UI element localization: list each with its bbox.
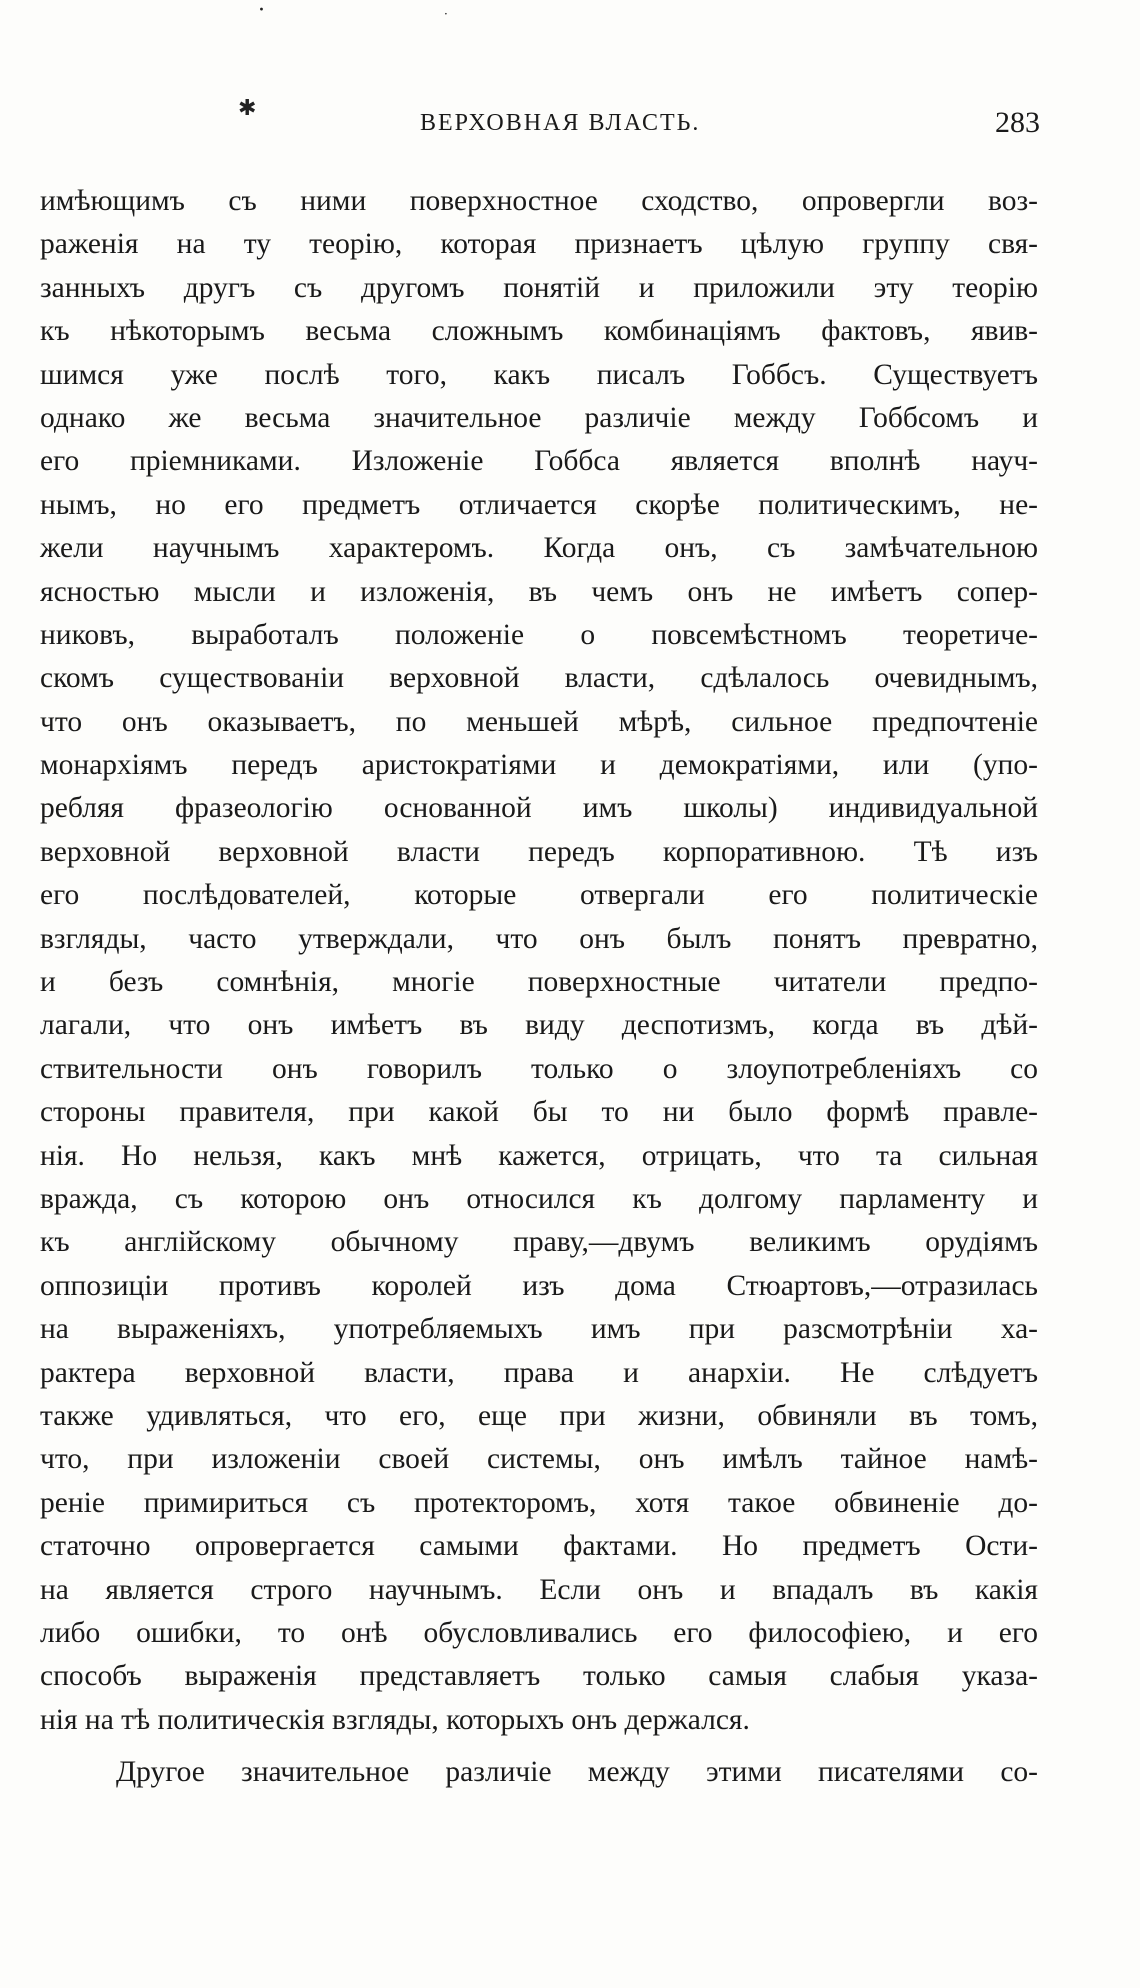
text-line: къ нѣкоторымъ весьма сложнымъ комбинаціямъ фактовъ, явив-: [40, 315, 1038, 348]
text-line: нія. Но нельзя, какъ мнѣ кажется, отрицать, что та сильная: [40, 1139, 1038, 1172]
text-line: лагали, что онъ имѣетъ въ виду деспотизмъ, когда въ дѣй-: [40, 1009, 1038, 1042]
text-line: стороны правителя, при какой бы то ни было формѣ правле-: [40, 1096, 1038, 1129]
text-line: рактера верховной власти, права и анархіи. Не слѣдуетъ: [40, 1356, 1038, 1389]
text-line: шимся уже послѣ того, какъ писалъ Гоббсъ. Существуетъ: [40, 358, 1038, 391]
text-line: никовъ, выработалъ положеніе о повсемѣстномъ теоретиче-: [40, 618, 1038, 651]
text-line: его послѣдователей, которые отвергали его политическіе: [40, 879, 1038, 912]
text-line: на выраженіяхъ, употребляемыхъ имъ при разсмотрѣніи ха-: [40, 1313, 1038, 1346]
text-line: либо ошибки, то онѣ обусловливались его философіею, и его: [40, 1616, 1038, 1649]
text-line: къ англійскому обычному праву,—двумъ великимъ орудіямъ: [40, 1226, 1038, 1259]
text-line: что онъ оказываетъ, по меньшей мѣрѣ, сильное предпочтеніе: [40, 705, 1038, 738]
running-head: [40, 106, 1040, 146]
print-speck-mid: ·: [444, 7, 448, 21]
text-line: вражда, съ которою онъ относился къ долгому парламенту и: [40, 1182, 1038, 1215]
text-line: взгляды, часто утверждали, что онъ былъ понятъ превратно,: [40, 922, 1038, 955]
text-line: оппозиціи противъ королей изъ дома Стюартовъ,—отразилась: [40, 1269, 1038, 1302]
text-line: ясностью мысли и изложенія, въ чемъ онъ не имѣетъ сопер-: [40, 575, 1038, 608]
text-line: нымъ, но его предметъ отличается скорѣе политическимъ, не-: [40, 488, 1038, 521]
print-speck-top: ·: [258, 0, 265, 23]
text-line: ствительности онъ говорилъ только о злоупотребленіяхъ со: [40, 1052, 1038, 1085]
text-line: его пріемниками. Изложеніе Гоббса является вполнѣ науч-: [40, 445, 1038, 478]
text-line: на является строго научнымъ. Если онъ и впадалъ въ какія: [40, 1573, 1038, 1606]
text-line: имѣющимъ съ ними поверхностное сходство, опровергли воз-: [40, 185, 1038, 217]
text-line: раженія на ту теорію, которая признаетъ цѣлую группу свя-: [40, 228, 1038, 261]
text-line: однако же весьма значительное различіе между Гоббсомъ и: [40, 401, 1038, 434]
text-line: монархіямъ передъ аристократіями и демократіями, или (упо-: [40, 749, 1038, 782]
print-speck-margin: ✱: [238, 96, 257, 121]
text-line: верховной верховной власти передъ корпоративною. Тѣ изъ: [40, 835, 1038, 868]
text-line: реніе примириться съ протекторомъ, хотя такое обвиненіе до-: [40, 1486, 1038, 1519]
page-number: 283: [995, 106, 1040, 139]
text-line: и безъ сомнѣнія, многіе поверхностные читатели предпо-: [40, 966, 1038, 999]
text-line: способъ выраженія представляетъ только самыя слабыя указа-: [40, 1660, 1038, 1693]
text-line: также удивляться, что его, еще при жизни, обвиняли въ томъ,: [40, 1399, 1038, 1432]
text-line: статочно опровергается самыми фактами. Но предметъ Ости-: [40, 1530, 1038, 1563]
paragraph-gap: [40, 1742, 1038, 1751]
text-line: скомъ существованіи верховной власти, сдѣлалось очевиднымъ,: [40, 662, 1038, 695]
text-line-paragraph-end: нія на тѣ политическія взгляды, которыхъ онъ держался.: [40, 1703, 750, 1736]
body-text: [40, 180, 1038, 1794]
text-line: что, при изложеніи своей системы, онъ имѣлъ тайное намѣ-: [40, 1443, 1038, 1476]
text-line: жели научнымъ характеромъ. Когда онъ, съ замѣчательною: [40, 532, 1038, 565]
text-line-paragraph-start: Другое значительное различіе между этими писателями со-: [116, 1756, 1038, 1789]
text-line: ребляя фразеологію основанной имъ школы) индивидуальной: [40, 792, 1038, 825]
text-line: занныхъ другъ съ другомъ понятій и приложили эту теорію: [40, 271, 1038, 304]
running-title: ВЕРХОВНАЯ ВЛАСТЬ.: [420, 110, 701, 136]
